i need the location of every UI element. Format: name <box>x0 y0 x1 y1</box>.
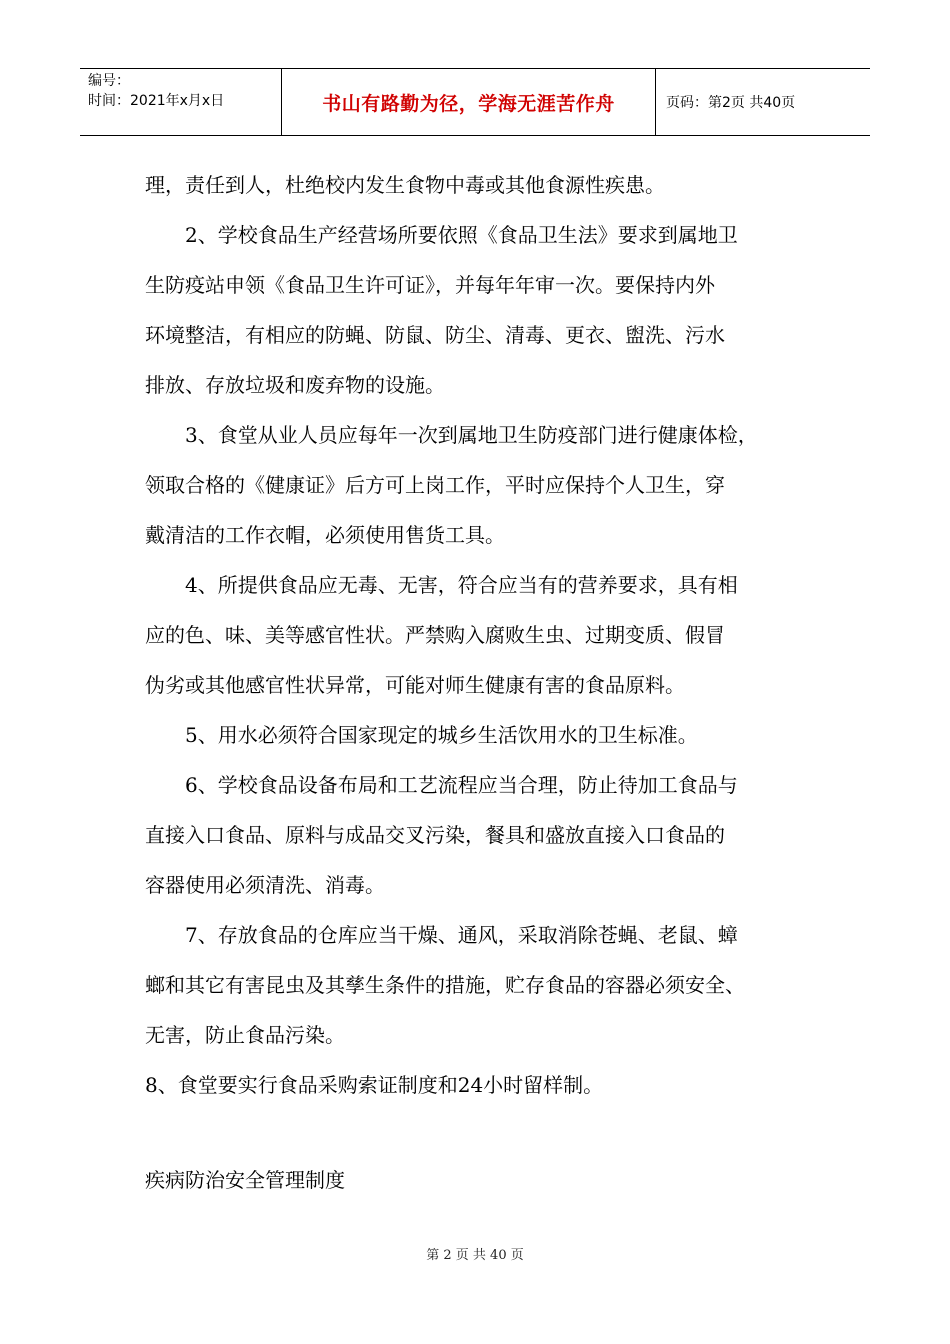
number-label: 编号： <box>88 73 130 89</box>
text-line: 2、学校食品生产经营场所要依照《食品卫生法》要求到属地卫 <box>185 223 738 247</box>
page-footer: 第 2 页 共 40 页 <box>426 1248 524 1263</box>
header-meta <box>80 69 282 135</box>
header-motto: 书山有路勤为径，学海无涯苦作舟 <box>282 69 656 135</box>
text-line: 戴清洁的工作衣帽，必须使用售货工具。 <box>145 523 505 547</box>
header-page-info: 页码：第2页 共40页 <box>666 95 796 111</box>
text-line: 应的色、味、美等感官性状。严禁购入腐败生虫、过期变质、假冒 <box>145 623 725 647</box>
text-line: 环境整洁，有相应的防蝇、防鼠、防尘、清毒、更衣、盥洗、污水 <box>145 323 725 347</box>
text-line: 4、所提供食品应无毒、无害，符合应当有的营养要求，具有相 <box>185 573 738 597</box>
text-line: 6、学校食品设备布局和工艺流程应当合理，防止待加工食品与 <box>185 773 738 797</box>
text-line: 伪劣或其他感官性状异常，可能对师生健康有害的食品原料。 <box>145 673 685 697</box>
text-line: 直接入口食品、原料与成品交叉污染，餐具和盛放直接入口食品的 <box>145 823 725 847</box>
text-line: 无害，防止食品污染。 <box>145 1023 345 1047</box>
text-line: 排放、存放垃圾和废弃物的设施。 <box>145 373 445 397</box>
text-line: 5、用水必须符合国家现定的城乡生活饮用水的卫生标准。 <box>185 723 698 747</box>
text-line: 领取合格的《健康证》后方可上岗工作，平时应保持个人卫生，穿 <box>145 473 725 497</box>
section-heading: 疾病防治安全管理制度 <box>145 1168 345 1192</box>
text-line: 3、食堂从业人员应每年一次到属地卫生防疫部门进行健康体检， <box>185 423 758 447</box>
text-line: 螂和其它有害昆虫及其孳生条件的措施，贮存食品的容器必须安全、 <box>145 973 745 997</box>
text-line: 容器使用必须清洗、消毒。 <box>145 873 385 897</box>
time-label: 时间：2021年x月x日 <box>88 93 225 109</box>
text-line: 理，责任到人，杜绝校内发生食物中毒或其他食源性疾患。 <box>145 173 665 197</box>
text-line: 生防疫站申领《食品卫生许可证》，并每年年审一次。要保持内外 <box>145 273 715 297</box>
text-line: 8、食堂要实行食品采购索证制度和24小时留样制。 <box>145 1073 604 1097</box>
text-line: 7、存放食品的仓库应当干燥、通风，采取消除苍蝇、老鼠、蟑 <box>185 923 738 947</box>
document-header <box>80 68 870 136</box>
